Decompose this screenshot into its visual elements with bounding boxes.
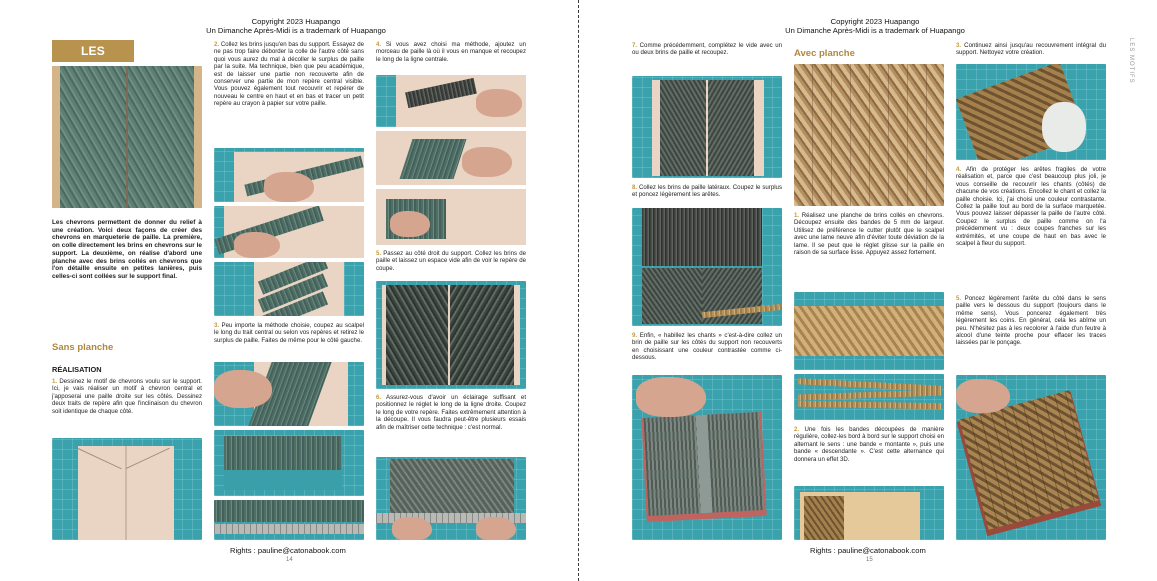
step-4-photo-c (376, 189, 526, 245)
rights-footer: Rights : pauline@catonabook.com (230, 546, 346, 555)
step-number: 1. (52, 378, 58, 385)
page-header (777, 17, 973, 35)
step-number: 7. (632, 42, 638, 49)
step-b3-text (956, 42, 1106, 57)
step-number: 6. (376, 394, 382, 401)
step-1-text (52, 378, 202, 415)
step-body: Passez au côté droit du support. Collez les brins de paille et laissez un espace vide afin de voir le repère de coupe. (376, 250, 526, 272)
trademark-line: Un Dimanche Après-Midi is a trademark of Huapango (206, 26, 386, 35)
chapter-title: LES (52, 40, 134, 62)
step-number: 8. (632, 184, 638, 191)
step-6-photo (376, 457, 526, 540)
step-b2-photo (794, 486, 944, 540)
step-body: Comme précédemment, complétez le vide avec un ou deux brins de paille et recoupez. (632, 42, 782, 57)
copyright-line: Copyright 2023 Huapango (830, 17, 920, 26)
step-4-text (376, 41, 526, 63)
intro-paragraph: Les chevrons permettent de donner du relief à une création. Voici deux façons de créer des chevrons en marqueterie de paille. La première, on colle directement les brins en chevrons sur le support. La deuxième, on réalise d'abord une planche avec des brins collés en chevrons que l'on détaille ensuite en petites lanières, puis celles-ci sont collées sur le support final. (52, 219, 202, 280)
step-2-photo-a (214, 148, 364, 202)
step-7-photo (632, 76, 782, 178)
trademark-line: Un Dimanche Après-Midi is a trademark of Huapango (785, 26, 965, 35)
step-body: Collez les brins de paille latéraux. Coupez le surplus et poncez légèrement les arêtes. (632, 184, 782, 199)
step-b1-photo-b (794, 374, 944, 420)
step-body: Continuez ainsi jusqu'au recouvrement intégral du support. Nettoyez votre création. (956, 42, 1107, 57)
step-8-text (632, 184, 782, 199)
step-body: Poncez légèrement l'arête du côté dans le sens paille vers le dessous du support (toujours dans le même sens). Vous poncerez également très légèrement les coins. En général, cela les abîme un peu. N'hésitez pas à les recolorer à l'aide d'un feutre à alcool d'une teinte proche pour effacer les traces laissées par le ponçage. (956, 295, 1106, 347)
step-b5-text (956, 295, 1106, 347)
step-number: 5. (956, 295, 962, 302)
page-fold-divider (578, 0, 579, 581)
step-5-text (376, 250, 526, 272)
chapter-side-tab: LES MOTIFS (1128, 38, 1134, 84)
step-body: Collez les brins jusqu'en bas du support. Essayez de ne pas trop faire déborder la colle de l'autre côté sans quoi vous aurez du mal à décoller le surplus de paille par la suite. Ma technique, bien que peu académique, est de laisser une partie non recouverte afin de conserver une partie de mon repère central visible. Vous pouvez également tout recouvrir et repérer de nouveau le centre en haut et en bas et tracer un petit repère au crayon à papier sur votre paille. (214, 41, 364, 108)
rights-footer: Rights : pauline@catonabook.com (810, 546, 926, 555)
step-9-photo (632, 375, 782, 540)
step-5-photo (376, 281, 526, 389)
step-number: 2. (214, 41, 220, 48)
step-3-photo-c (214, 500, 364, 540)
step-3-photo-a (214, 362, 364, 426)
step-b3-photo (956, 64, 1106, 160)
right-page (580, 0, 1157, 581)
step-7-text (632, 42, 782, 57)
step-4-photo-b (376, 131, 526, 185)
realisation-heading: RÉALISATION (52, 365, 102, 374)
step-8-photo (632, 208, 782, 326)
page-number: 15 (866, 557, 873, 563)
step-body: Une fois les bandes découpées de manière régulière, collez-les bord à bord sur le support choisi en alternant le sens : une bande « montante », puis une bande « descendante ». C'est cette alternance qui donnera un effet 3D. (794, 426, 944, 463)
step-number: 5. (376, 250, 382, 257)
step-number: 1. (794, 212, 800, 219)
step-body: Enfin, « habillez les chants » c'est-à-dire collez un brin de paille sur les côtés du support non recouverts en choisissant une couleur contrastée comme ci-dessous. (632, 332, 782, 362)
step-number: 4. (956, 166, 962, 173)
step-number: 3. (214, 322, 220, 329)
step-body: Assurez-vous d'avoir un éclairage suffisant et positionnez le réglet le long de la ligne droite. Coupez le long de votre repère. Faites extrêmement attention à la découpe. Il vous faudra peut-être plusieurs essais afin de maîtriser cette technique : c'est normal. (376, 394, 527, 431)
step-number: 4. (376, 41, 382, 48)
step-body: Afin de protéger les arêtes fragiles de votre réalisation et, parce que c'est beaucoup plus joli, je vous conseille de recouvrir les chants (côtés) de chacune de vos créations. Encollez le chant et collez la paille choisie. Ici, j'ai choisi une couleur contrastante. Collez la paille tout au bord de la surface marquetée. Vous pouvez laisser dépasser la paille de l'autre côté. Coupez le surplus de paille comme on l'a précédemment vu : deux coupes franches sur les extrémités, et une coupe de haut en bas avec le scalpel à fleur du support. (956, 166, 1106, 248)
step-b5-photo (956, 375, 1106, 540)
step-b4-text (956, 166, 1106, 247)
step-6-text (376, 394, 526, 431)
step-number: 3. (956, 42, 962, 49)
page-number: 14 (286, 557, 293, 563)
step-body: Réalisez une planche de brins collés en chevrons. Découpez ensuite des bandes de 5 mm de largeur. Utilisez de préférence le cutter plutôt que le scalpel avec une lame neuve afin d'éviter toute déviation de la lame. Il se peut que le réglet glisse sur la paille en raison de sa surface lisse. Appuyez assez fortement. (794, 212, 944, 257)
step-3-text (214, 322, 364, 344)
step-body: Si vous avez choisi ma méthode, ajoutez un morceau de paille là où il vous en manque et recoupez le long de la ligne centrale. (376, 41, 526, 63)
step-2-photo-c (214, 262, 364, 316)
step-number: 9. (632, 332, 638, 339)
copyright-line: Copyright 2023 Huapango (251, 17, 341, 26)
step-9-text (632, 332, 782, 362)
step-1-photo (52, 438, 202, 540)
step-b2-text (794, 426, 944, 463)
step-b1-photo-a (794, 292, 944, 370)
step-b1-text (794, 212, 944, 256)
step-2-text (214, 41, 364, 108)
section-heading-avec-planche: Avec planche (794, 48, 855, 59)
step-3-photo-b (214, 430, 364, 496)
step-number: 2. (794, 426, 800, 433)
step-4-photo-a (376, 75, 526, 127)
section-heading-sans-planche: Sans planche (52, 342, 114, 353)
chevron-plank-photo (794, 64, 944, 206)
hero-chevron-photo (52, 66, 202, 208)
step-body: Dessinez le motif de chevrons voulu sur le support. Ici, je vais réaliser un motif à chevron central et j'apposerai une paille droite sur les côtés. Dessinez deux traits de repère afin que l'inclinaison du chevron soit identique de chaque côté. (52, 378, 202, 415)
left-page (0, 0, 578, 581)
page-header (198, 17, 394, 35)
step-2-photo-b (214, 206, 364, 258)
step-body: Peu importe la méthode choisie, coupez au scalpel le long du trait central ou selon vos repères et retirez le surplus de paille. Faites de même pour le côté gauche. (214, 322, 364, 344)
